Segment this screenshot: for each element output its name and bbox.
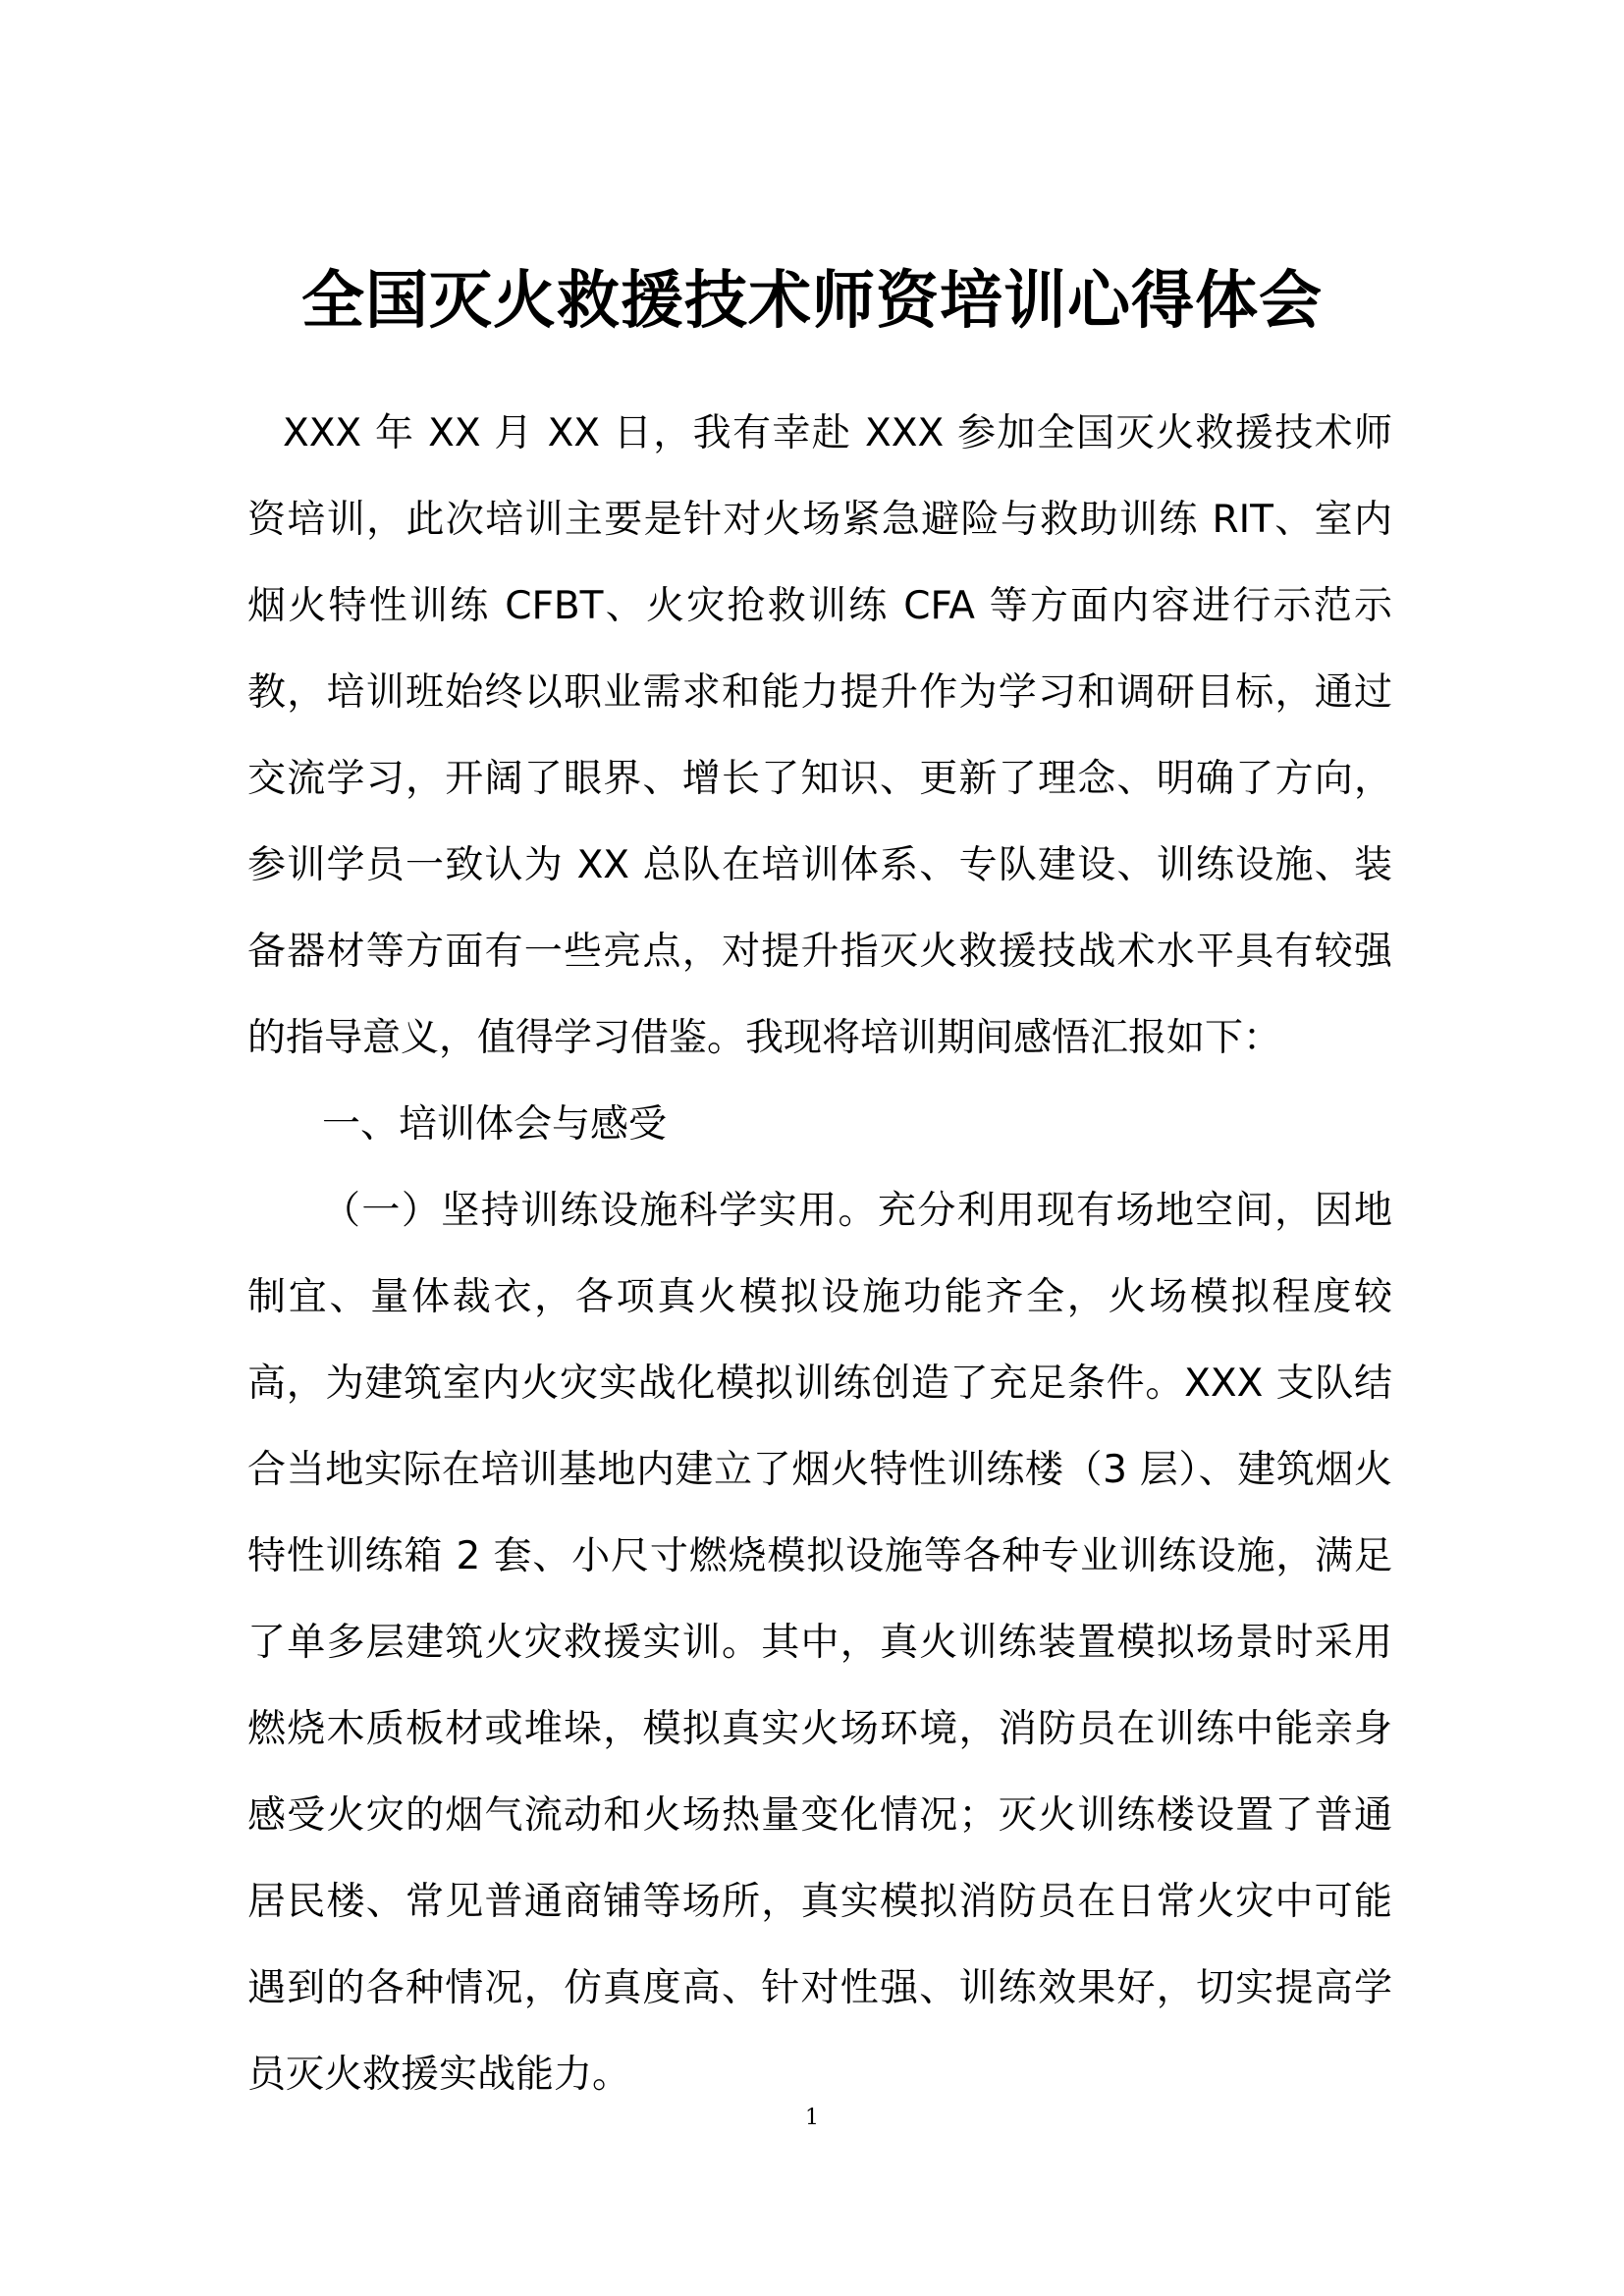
- subsection-paragraph: （一）坚持训练设施科学实用。充分利用现有场地空间，因地制宜、量体裁衣，各项真火模拟设施功能齐全，火场模拟程度较高，为建筑室内火灾实战化模拟训练创造了充足条件。XXX 支队结合当地实际在培训基地内建立了烟火特性训练楼（3 层）、建筑烟火特性训练箱 2 套、小尺寸燃烧模拟设施等各种专业训练设施，满足了单多层建筑火灾救援实训。其中，真火训练装置模拟场景时采用燃烧木质板材或堆垛，模拟真实火场环境，消防员在训练中能亲身感受火灾的烟气流动和火场热量变化情况；灭火训练楼设置了普通居民楼、常见普通商铺等场所，真实模拟消防员在日常火灾中可能遇到的各种情况，仿真度高、针对性强、训练效果好，切实提高学员灭火救援实战能力。: [247, 1189, 1392, 2097]
- document-body: [247, 391, 1392, 2118]
- section-heading: 一、培训体会与感受: [322, 1102, 668, 1147]
- intro-paragraph: XXX 年 XX 月 XX 日，我有幸赴 XXX 参加全国灭火救援技术师资培训，此次培训主要是针对火场紧急避险与救助训练 RIT、室内烟火特性训练 CFBT、火灾抢救训练 CFA 等方面内容进行示范示教，培训班始终以职业需求和能力提升作为学习和调研目标，通过交流学习，开阔了眼界、增长了知识、更新了理念、明确了方向，参训学员一致认为 XX 总队在培训体系、专队建设、训练设施、装备器材等方面有一些亮点，对提升指灭火救援技战术水平具有较强的指导意义，值得学习借鉴。我现将培训期间感悟汇报如下：: [247, 411, 1392, 1060]
- document-title: 全国灭火救援技术师资培训心得体会: [301, 265, 1323, 338]
- page-number: 1: [805, 2106, 819, 2130]
